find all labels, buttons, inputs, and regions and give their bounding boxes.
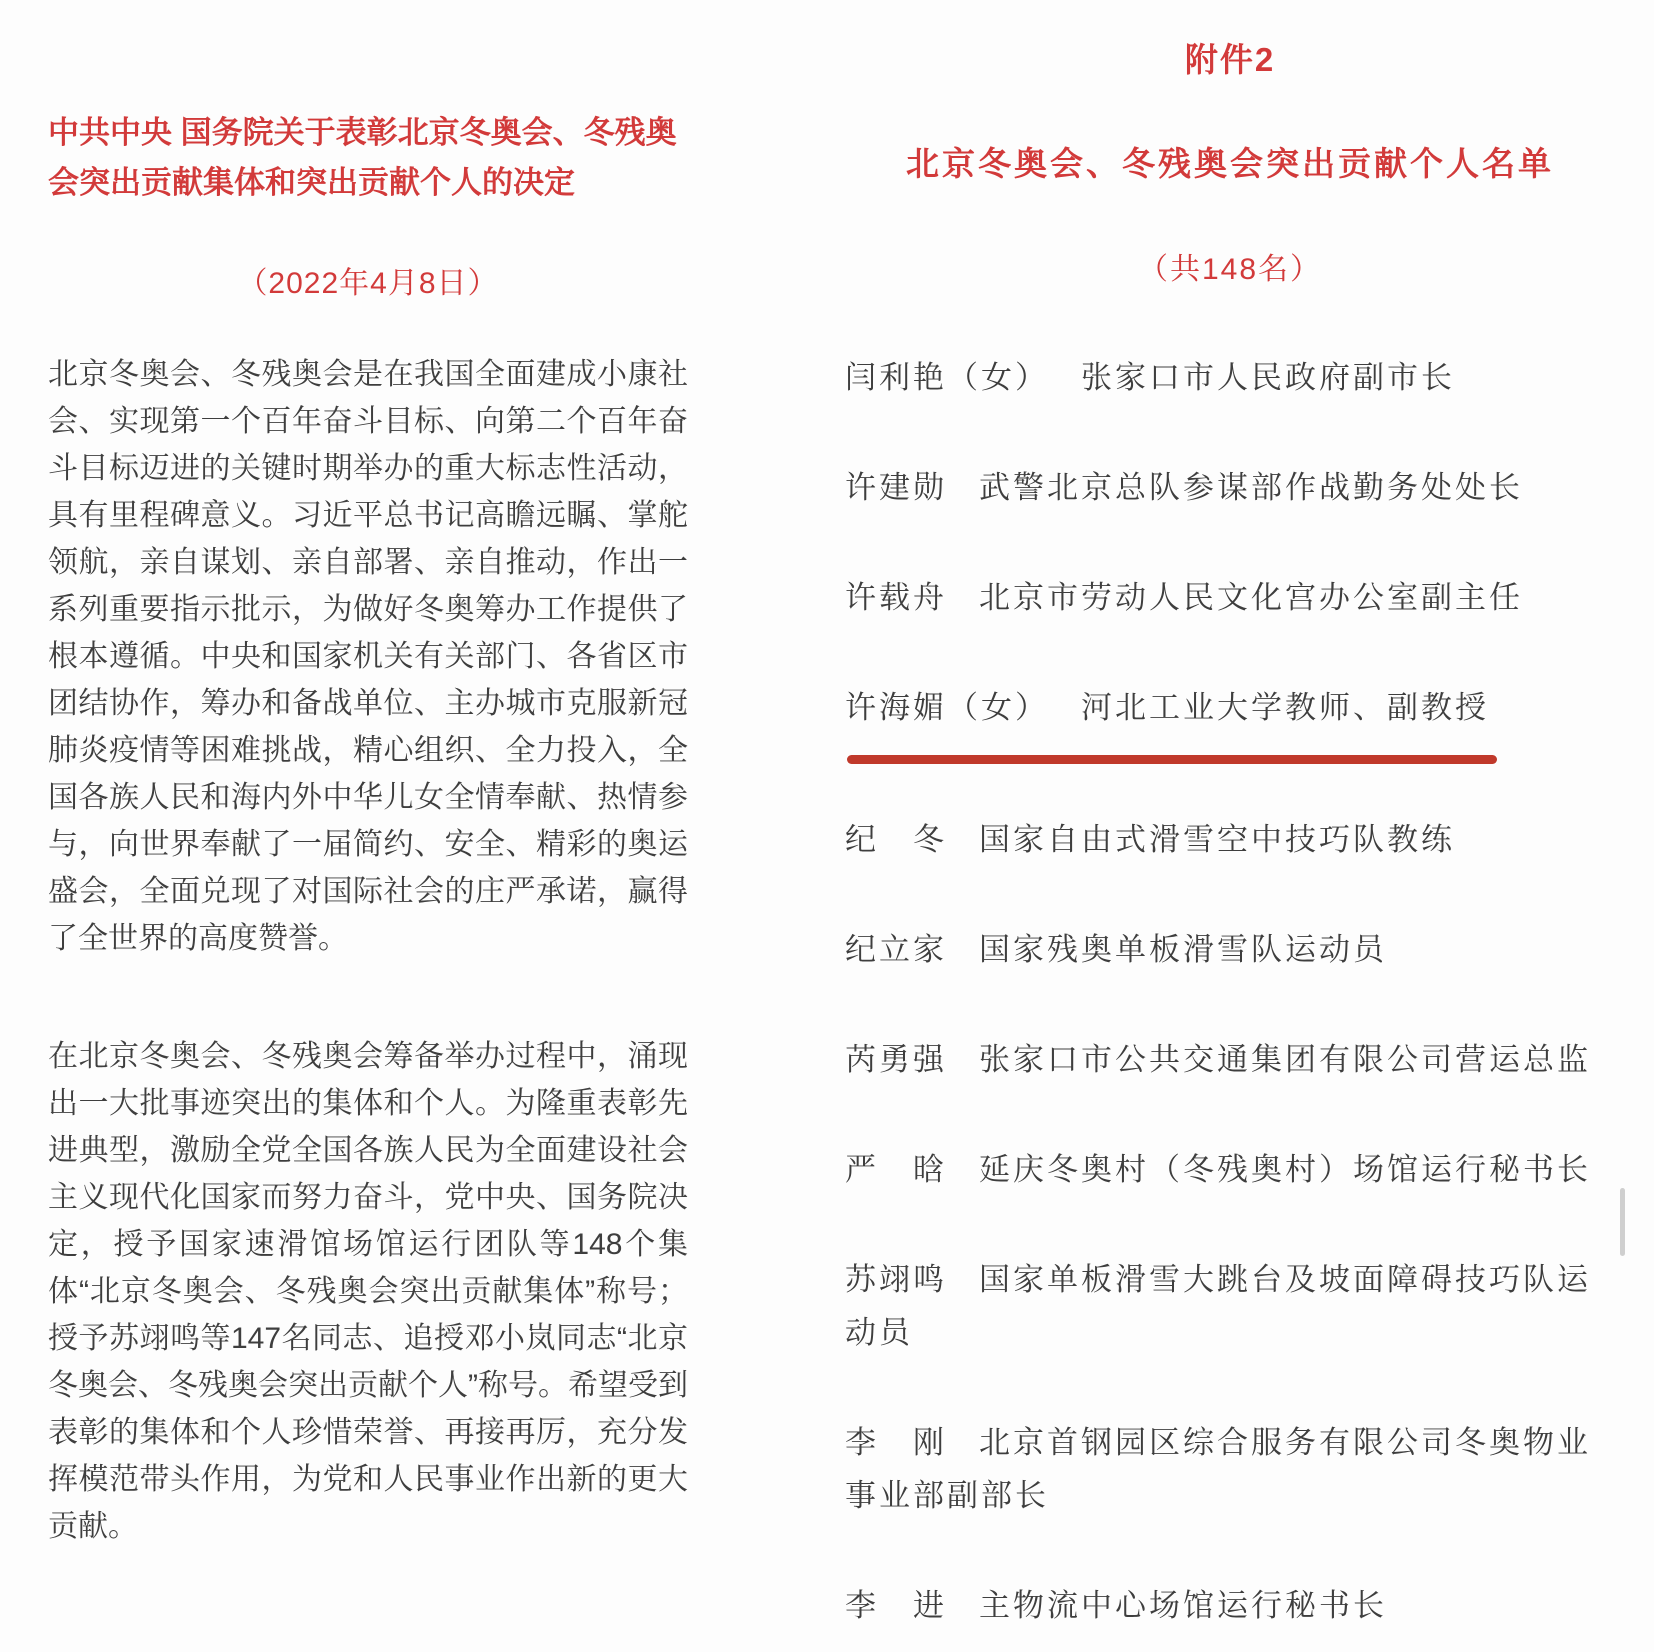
body-paragraph: 在北京冬奥会、冬残奥会筹备举办过程中，涌现出一大批事迹突出的集体和个人。为隆重表彰先进典型，激励全党全国各族人民为全面建设社会主义现代化国家而努力奋斗，党中央、国务院决定，授予国家速滑馆场馆运行团队等148个集体“北京冬奥会、冬残奥会突出贡献集体”称号；授予苏翊鸣等147名同志、追授邓小岚同志“北京冬奥会、冬残奥会突出贡献个人”称号。希望受到表彰的集体和个人珍惜荣誉、再接再厉，充分发挥模范带头作用，为党和人民事业作出新的更大贡献。 xyxy=(48,1040,688,1543)
person-role: 张家口市人民政府副市长 xyxy=(1081,360,1455,395)
attachment-2-section xyxy=(845,38,1615,1652)
person-name: 许载舟 xyxy=(845,580,947,615)
decision-title: 中共中央 国务院关于表彰北京冬奥会、冬残奥会突出贡献集体和突出贡献个人的决定 xyxy=(48,115,677,200)
person-role: 主物流中心场馆运行秘书长 xyxy=(979,1588,1387,1623)
person-role: 张家口市公共交通集团有限公司营运总监 xyxy=(979,1042,1591,1077)
decision-date: （2022年4月8日） xyxy=(237,267,499,300)
person-role: 河北工业大学教师、副教授 xyxy=(1081,690,1489,725)
list-item xyxy=(845,1143,1615,1196)
attachment-label: 附件2 xyxy=(1184,41,1276,78)
list-item xyxy=(845,1253,1615,1359)
person-name: 纪 冬 xyxy=(845,822,947,857)
list-item xyxy=(845,681,1615,734)
list-item xyxy=(845,461,1615,514)
person-name: 许海媚（女） xyxy=(845,690,1049,725)
person-name: 严 晗 xyxy=(845,1152,947,1187)
list-item xyxy=(845,923,1615,976)
person-name: 闫利艳（女） xyxy=(845,360,1049,395)
attachment-count: （共148名） xyxy=(1137,253,1323,286)
person-role: 国家自由式滑雪空中技巧队教练 xyxy=(979,822,1455,857)
decision-body xyxy=(48,351,688,1550)
person-name: 纪立家 xyxy=(845,932,947,967)
person-name: 许建勋 xyxy=(845,470,947,505)
person-name: 苏翊鸣 xyxy=(845,1262,947,1297)
person-role: 国家残奥单板滑雪队运动员 xyxy=(979,932,1387,967)
person-role: 国家单板滑雪大跳台及坡面障碍技巧队运动员 xyxy=(845,1262,1591,1350)
list-item xyxy=(845,571,1615,624)
list-item xyxy=(845,1033,1615,1086)
attachment-title: 北京冬奥会、冬残奥会突出贡献个人名单 xyxy=(906,145,1554,182)
body-paragraph: 北京冬奥会、冬残奥会是在我国全面建成小康社会、实现第一个百年奋斗目标、向第二个百年奋斗目标迈进的关键时期举办的重大标志性活动，具有里程碑意义。习近平总书记高瞻远瞩、掌舵领航，亲自谋划、亲自部署、亲自推动，作出一系列重要指示批示，为做好冬奥筹办工作提供了根本遵循。中央和国家机关有关部门、各省区市团结协作，筹办和备战单位、主办城市克服新冠肺炎疫情等困难挑战，精心组织、全力投入，全国各族人民和海内外中华儿女全情奉献、热情参与，向世界奉献了一届简约、安全、精彩的奥运盛会，全面兑现了对国际社会的庄严承诺，赢得了全世界的高度赞誉。 xyxy=(48,358,688,955)
list-item xyxy=(845,813,1615,866)
person-role: 武警北京总队参谋部作战勤务处处长 xyxy=(979,470,1523,505)
decision-document xyxy=(48,108,688,1550)
person-role: 北京首钢园区综合服务有限公司冬奥物业事业部副部长 xyxy=(845,1425,1591,1513)
scrollbar-thumb[interactable] xyxy=(1620,1188,1625,1256)
person-name: 李 进 xyxy=(845,1588,947,1623)
person-role: 北京市劳动人民文化宫办公室副主任 xyxy=(979,580,1523,615)
list-item xyxy=(845,351,1615,404)
person-name: 李 刚 xyxy=(845,1425,947,1460)
red-underline-annotation xyxy=(847,755,1497,764)
list-item xyxy=(845,1416,1615,1522)
honor-list xyxy=(845,351,1615,1632)
person-role: 延庆冬奥村（冬残奥村）场馆运行秘书长 xyxy=(979,1152,1591,1187)
list-item xyxy=(845,1579,1615,1632)
person-name: 芮勇强 xyxy=(845,1042,947,1077)
